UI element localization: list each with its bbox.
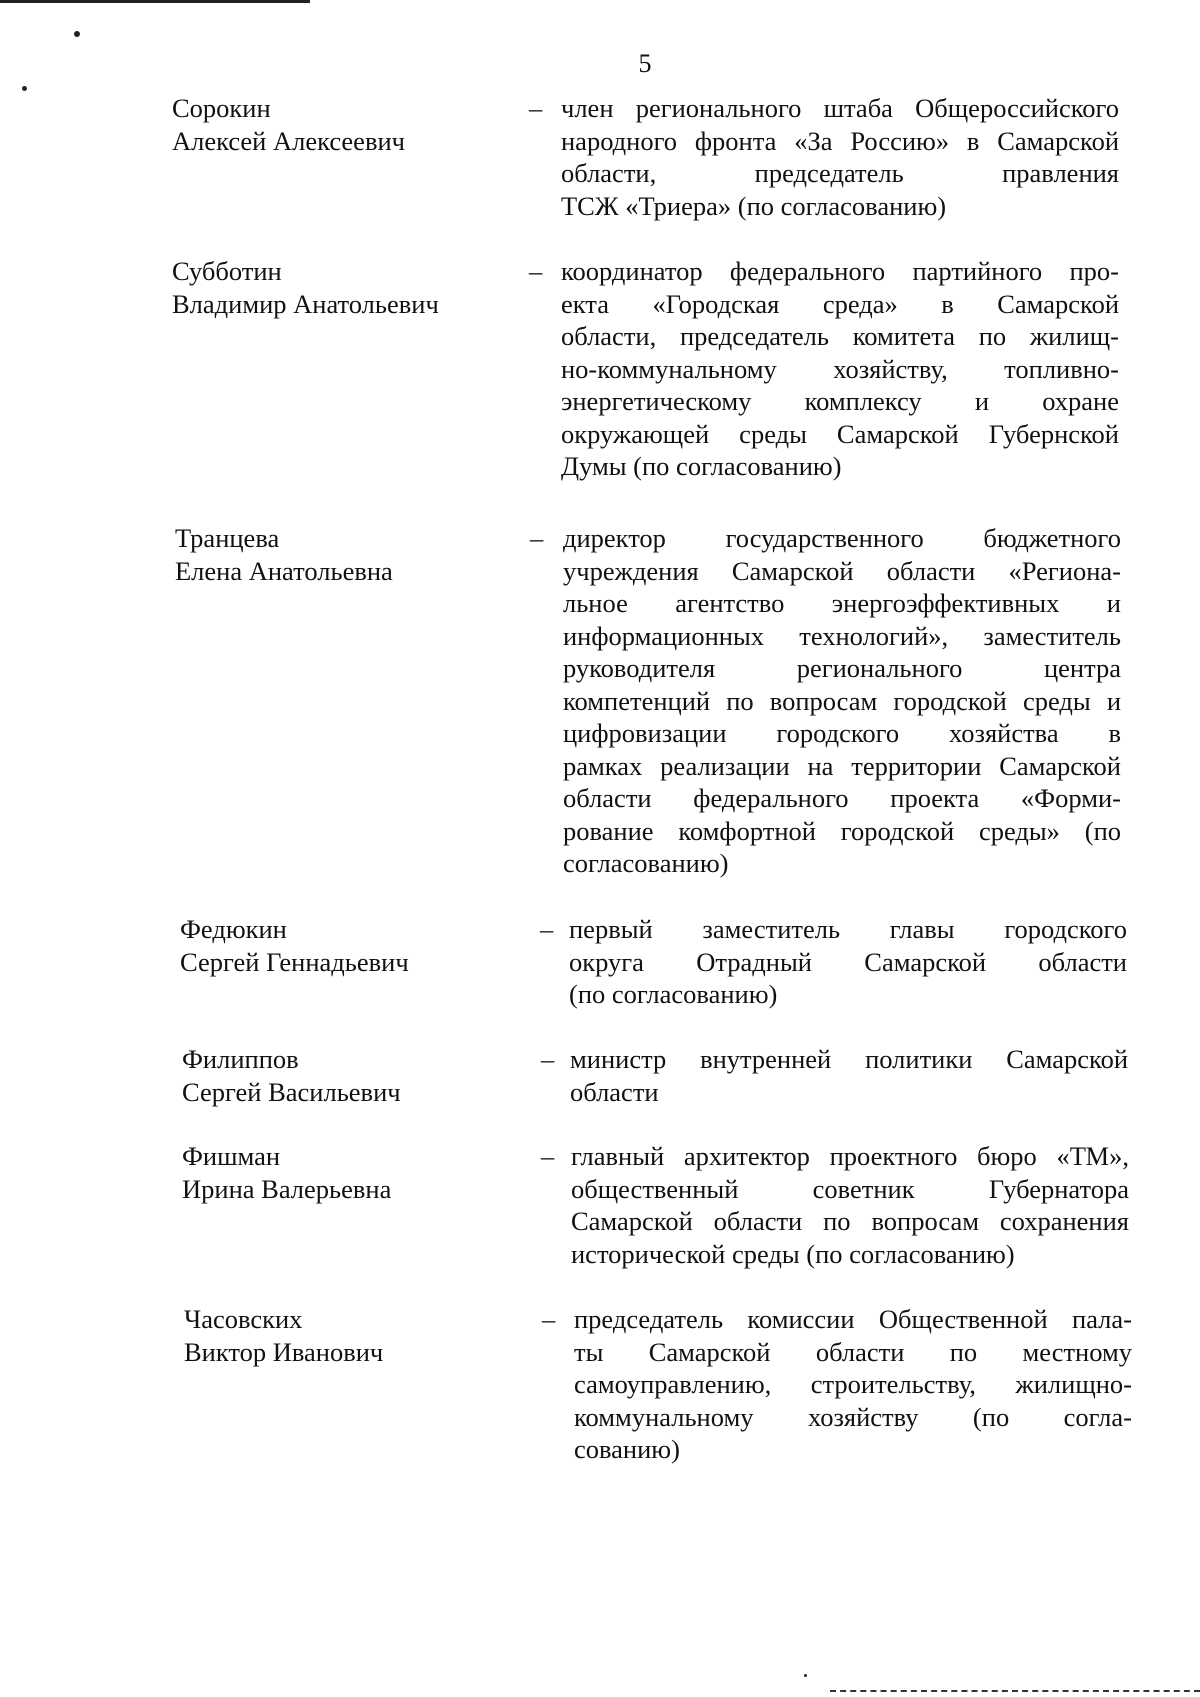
position-line: коммунальному хозяйству (по согла- — [574, 1401, 1132, 1432]
member-name — [182, 1043, 502, 1108]
member-name — [184, 1303, 504, 1368]
member-given-names: Сергей Васильевич — [182, 1076, 401, 1107]
position-line: рование комфортной городской среды» (по — [563, 815, 1121, 846]
member-position — [569, 913, 1127, 1011]
member-given-names: Виктор Иванович — [184, 1336, 384, 1367]
dash-separator: – — [540, 914, 554, 944]
position-line: (по согласованию) — [569, 979, 778, 1009]
dash-separator: – — [530, 523, 544, 553]
member-position — [563, 522, 1121, 880]
member-given-names: Сергей Геннадьевич — [180, 946, 409, 977]
position-line: округа Отрадный Самарской области — [569, 946, 1127, 977]
member-position — [561, 255, 1119, 483]
dash-separator: – — [529, 256, 543, 286]
position-line: координатор федерального партийного про- — [561, 256, 1119, 286]
member-surname: Сорокин — [172, 93, 271, 123]
position-line: председатель комиссии Общественной пала- — [574, 1304, 1132, 1334]
member-surname: Фишман — [182, 1141, 281, 1171]
position-line: сованию) — [574, 1434, 680, 1464]
position-line: окружающей среды Самарской Губернской — [561, 418, 1119, 449]
member-surname: Часовских — [184, 1304, 303, 1334]
member-given-names: Владимир Анатольевич — [172, 288, 439, 319]
member-name — [172, 92, 492, 157]
position-line: общественный советник Губернатора — [571, 1173, 1129, 1204]
position-line: самоуправлению, строительству, жилищно- — [574, 1369, 1132, 1399]
position-line: цифровизации городского хозяйства в — [563, 718, 1121, 748]
position-line: главный архитектор проектного бюро «ТМ», — [571, 1141, 1129, 1171]
member-surname: Транцева — [175, 523, 280, 553]
position-line: области федерального проекта «Форми- — [563, 783, 1121, 813]
position-line: Думы (по согласованию) — [561, 451, 842, 481]
position-line: информационных технологий», заместитель — [563, 620, 1121, 651]
scan-speck — [22, 86, 27, 91]
position-line: руководителя регионального центра — [563, 653, 1121, 683]
member-name — [172, 255, 492, 320]
member-name — [180, 913, 500, 978]
position-line: директор государственного бюджетного — [563, 523, 1121, 553]
member-position — [574, 1303, 1132, 1466]
scan-speck — [804, 1674, 807, 1677]
position-line: Самарской области по вопросам сохранения — [571, 1206, 1129, 1236]
position-line: народного фронта «За Россию» в Самарской — [561, 125, 1119, 156]
position-line: член регионального штаба Общероссийского — [561, 93, 1119, 123]
member-given-names: Елена Анатольевна — [175, 555, 393, 586]
position-line: екта «Городская среда» в Самарской — [561, 288, 1119, 319]
position-line: льное агентство энергоэффективных и — [563, 588, 1121, 618]
scan-border-bottom — [830, 1690, 1200, 1692]
position-line: ты Самарской области по местному — [574, 1336, 1132, 1367]
position-line: энергетическому комплексу и охране — [561, 386, 1119, 416]
member-name — [175, 522, 495, 587]
position-line: области — [570, 1076, 659, 1107]
member-surname: Филиппов — [182, 1044, 299, 1074]
page-number: 5 — [638, 49, 652, 78]
dash-separator: – — [541, 1044, 555, 1074]
dash-separator: – — [542, 1304, 556, 1334]
scan-speck — [74, 31, 80, 37]
member-given-names: Алексей Алексеевич — [172, 125, 405, 156]
position-line: учреждения Самарской области «Региона- — [563, 555, 1121, 586]
member-position — [561, 92, 1119, 222]
dash-separator: – — [541, 1141, 555, 1171]
position-line: но-коммунальному хозяйству, топливно- — [561, 353, 1119, 384]
position-line: ТСЖ «Триера» (по согласованию) — [561, 190, 947, 221]
position-line: рамках реализации на территории Самарской — [563, 750, 1121, 781]
dash-separator: – — [529, 93, 543, 123]
position-line: согласованию) — [563, 848, 729, 878]
member-surname: Федюкин — [180, 914, 287, 944]
position-line: исторической среды (по согласованию) — [571, 1238, 1015, 1269]
member-name — [182, 1140, 502, 1205]
position-line: области, председатель комитета по жилищ- — [561, 321, 1119, 351]
scan-border-top — [0, 0, 310, 3]
member-surname: Субботин — [172, 256, 282, 286]
position-line: области, председатель правления — [561, 158, 1119, 188]
position-line: компетенций по вопросам городской среды и — [563, 685, 1121, 716]
position-line: первый заместитель главы городского — [569, 914, 1127, 944]
position-line: министр внутренней политики Самарской — [570, 1044, 1128, 1074]
member-given-names: Ирина Валерьевна — [182, 1173, 392, 1204]
member-position — [571, 1140, 1129, 1270]
member-position — [570, 1043, 1128, 1108]
